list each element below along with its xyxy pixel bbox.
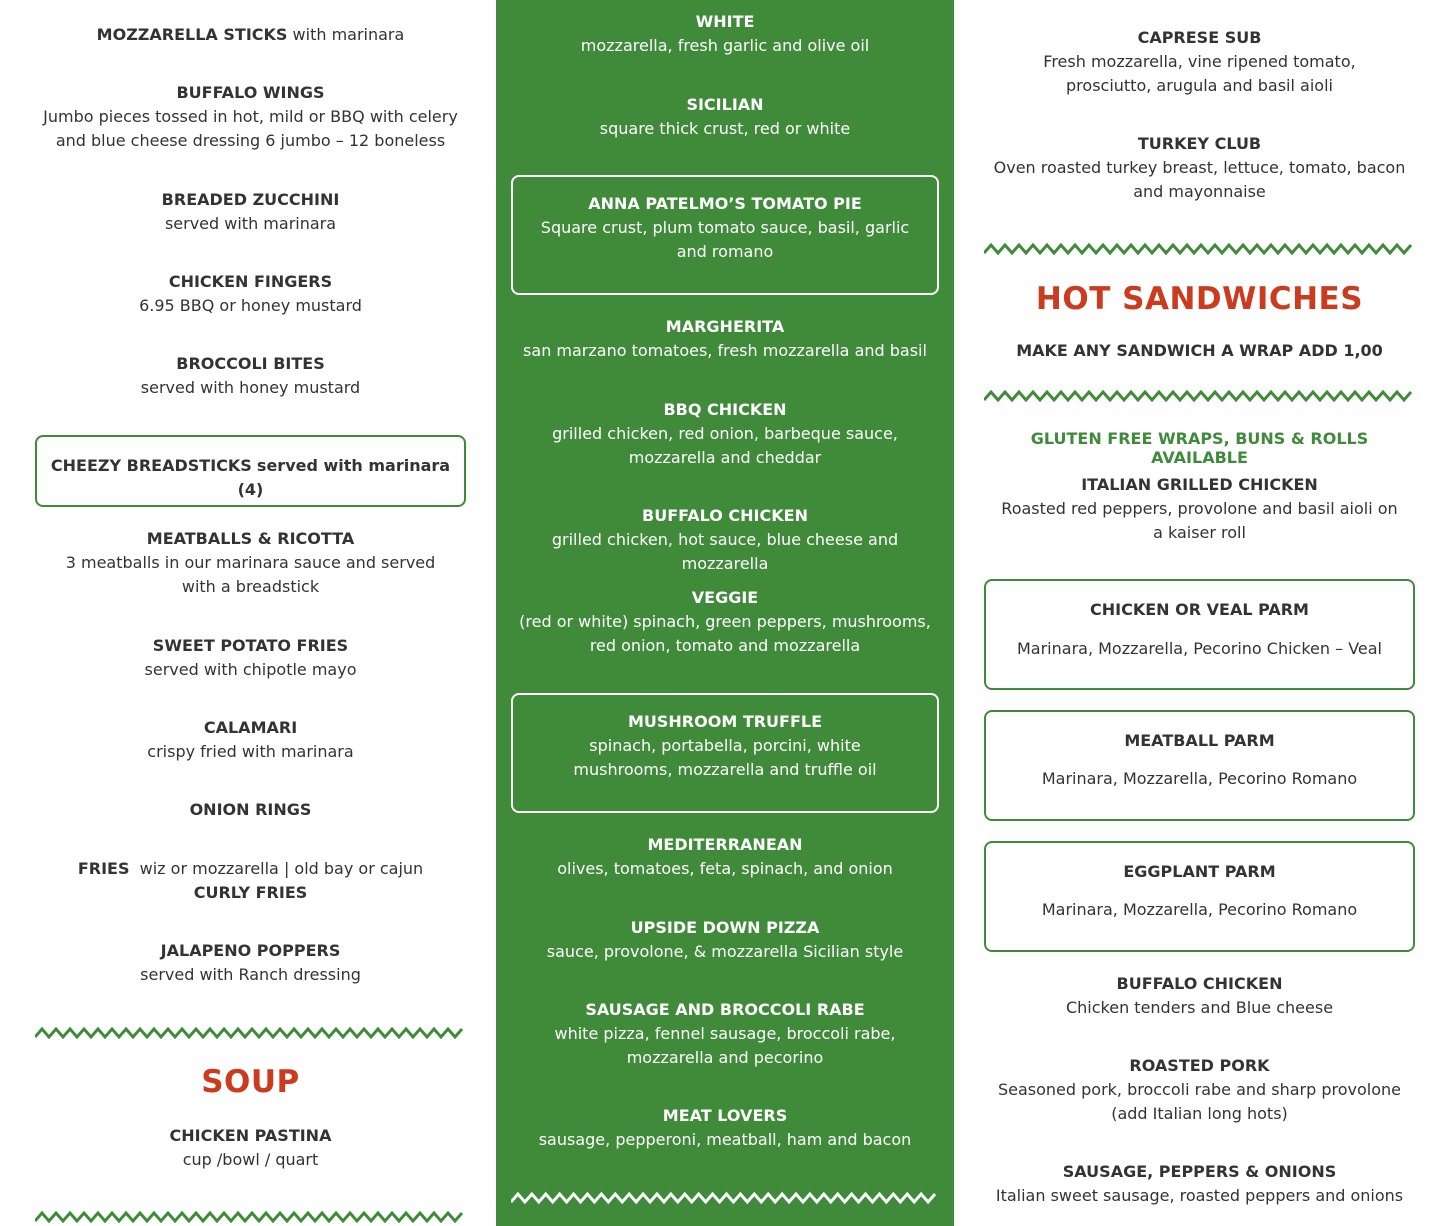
item-desc: sausage, pepperoni, meatball, ham and bacon xyxy=(538,1130,912,1149)
menu-item-cheezy-breadsticks xyxy=(35,435,466,507)
pizza-meat-lovers xyxy=(511,1104,939,1152)
menu-item-broccoli-bites xyxy=(35,352,466,400)
item-name: SWEET POTATO FRIES xyxy=(152,636,349,655)
item-name: CHEEZY BREADSTICKS xyxy=(50,456,252,475)
sandwiches-column xyxy=(984,0,1415,1226)
sandwich-buffalo-chicken xyxy=(984,972,1415,1020)
sandwich-sausage-peppers-onions xyxy=(984,1160,1415,1208)
item-name: WHITE xyxy=(695,12,755,31)
zigzag-divider xyxy=(984,389,1415,403)
menu-item-breaded-zucchini xyxy=(35,188,466,236)
pizza-mushroom-truffle xyxy=(511,693,939,813)
item-desc: Marinara, Mozzarella, Pecorino Romano xyxy=(1041,769,1358,788)
pizza-upside-down xyxy=(511,916,939,964)
item-desc: served with Ranch dressing xyxy=(140,965,361,984)
item-name: TURKEY CLUB xyxy=(1137,134,1262,153)
menu-item-jalapeno-poppers xyxy=(35,939,466,987)
item-desc: served with honey mustard xyxy=(140,378,361,397)
item-name: CHICKEN OR VEAL PARM xyxy=(1090,600,1309,619)
item-desc: grilled chicken, red onion, barbeque sauce, mozzarella and cheddar xyxy=(552,424,898,467)
pizza-mediterranean xyxy=(511,833,939,881)
item-name: BREADED ZUCCHINI xyxy=(161,190,340,209)
pizza-column xyxy=(496,0,954,1226)
menu-item-mozzarella-sticks xyxy=(35,23,466,47)
item-name: ANNA PATELMO’S TOMATO PIE xyxy=(588,194,862,213)
zigzag-divider xyxy=(984,242,1415,256)
zigzag-divider xyxy=(511,1191,939,1205)
menu-item-chicken-pastina xyxy=(35,1124,466,1172)
item-desc: cup /bowl / quart xyxy=(182,1150,319,1169)
item-desc: with marinara xyxy=(292,25,405,44)
sandwich-chicken-veal-parm xyxy=(984,579,1415,690)
pizza-tomato-pie xyxy=(511,175,939,295)
item-name: FRIES xyxy=(77,859,130,878)
zigzag-divider xyxy=(35,1210,466,1224)
item-desc: olives, tomatoes, feta, spinach, and onion xyxy=(557,859,893,878)
item-desc: 6.95 BBQ or honey mustard xyxy=(139,296,362,315)
item-desc: served with marinara xyxy=(164,214,337,233)
item-desc: Marinara, Mozzarella, Pecorino Chicken – Veal xyxy=(1016,639,1382,658)
item-desc: wiz or mozzarella | old bay or cajun xyxy=(139,859,424,878)
item-name: BUFFALO CHICKEN xyxy=(1116,974,1283,993)
sandwich-meatball-parm xyxy=(984,710,1415,821)
item-desc: Oven roasted turkey breast, lettuce, tomato, bacon and mayonnaise xyxy=(993,158,1406,201)
item-name: CHICKEN FINGERS xyxy=(168,272,333,291)
menu-item-buffalo-wings xyxy=(35,81,466,153)
item-desc: Seasoned pork, broccoli rabe and sharp provolone (add Italian long hots) xyxy=(997,1080,1402,1123)
item-name: EGGPLANT PARM xyxy=(1123,862,1276,881)
item-desc: served with marinara (4) xyxy=(237,456,451,499)
item-name: UPSIDE DOWN PIZZA xyxy=(630,918,820,937)
item-name: CAPRESE SUB xyxy=(1137,28,1262,47)
wrap-note: MAKE ANY SANDWICH A WRAP ADD 1,00 xyxy=(1016,341,1383,360)
item-desc: 3 meatballs in our marinara sauce and served with a breadstick xyxy=(65,553,436,596)
pizza-bbq-chicken xyxy=(511,398,939,470)
item-name-curly-fries: CURLY FRIES xyxy=(193,883,308,902)
pizza-buffalo-chicken xyxy=(511,504,939,576)
item-desc: Chicken tenders and Blue cheese xyxy=(1065,998,1334,1017)
item-name: VEGGIE xyxy=(691,588,759,607)
item-name: BUFFALO CHICKEN xyxy=(642,506,808,525)
item-name: MEATBALL PARM xyxy=(1124,731,1275,750)
item-name: BUFFALO WINGS xyxy=(176,83,325,102)
section-heading-hot-sandwiches: HOT SANDWICHES xyxy=(1035,281,1364,317)
item-desc: sauce, provolone, & mozzarella Sicilian style xyxy=(546,942,904,961)
menu-item-sweet-potato-fries xyxy=(35,634,466,682)
item-desc: Roasted red peppers, provolone and basil aioli on a kaiser roll xyxy=(1001,499,1398,542)
item-desc: Italian sweet sausage, roasted peppers and onions xyxy=(995,1186,1404,1205)
item-name: BBQ CHICKEN xyxy=(663,400,787,419)
item-desc: Fresh mozzarella, vine ripened tomato, prosciutto, arugula and basil aioli xyxy=(1043,52,1356,95)
pizza-sausage-broccoli-rabe xyxy=(511,998,939,1070)
item-name: JALAPENO POPPERS xyxy=(160,941,341,960)
item-desc: spinach, portabella, porcini, white mushrooms, mozzarella and truffle oil xyxy=(573,736,877,779)
item-name: MEDITERRANEAN xyxy=(647,835,803,854)
item-name: CHICKEN PASTINA xyxy=(169,1126,332,1145)
item-name: ONION RINGS xyxy=(189,800,312,819)
menu-item-onion-rings xyxy=(35,798,466,822)
gluten-free-note: GLUTEN FREE WRAPS, BUNS & ROLLS AVAILABLE xyxy=(1030,429,1369,467)
item-desc: Marinara, Mozzarella, Pecorino Romano xyxy=(1041,900,1358,919)
menu-item-fries xyxy=(35,857,466,905)
appetizers-column xyxy=(35,0,466,1226)
item-desc: Square crust, plum tomato sauce, basil, garlic and romano xyxy=(540,218,910,261)
sandwich-turkey-club xyxy=(984,132,1415,204)
pizza-sicilian xyxy=(511,93,939,141)
menu-item-meatballs-ricotta xyxy=(35,527,466,599)
item-name: MEATBALLS & RICOTTA xyxy=(146,529,355,548)
item-name: CALAMARI xyxy=(203,718,298,737)
item-desc: crispy fried with marinara xyxy=(147,742,354,761)
item-name: SAUSAGE AND BROCCOLI RABE xyxy=(585,1000,865,1019)
item-name: MOZZARELLA STICKS xyxy=(96,25,288,44)
item-name: SAUSAGE, PEPPERS & ONIONS xyxy=(1062,1162,1337,1181)
pizza-white xyxy=(511,10,939,58)
item-name: MEAT LOVERS xyxy=(662,1106,788,1125)
menu-item-chicken-fingers xyxy=(35,270,466,318)
item-desc: white pizza, fennel sausage, broccoli rabe, mozzarella and pecorino xyxy=(554,1024,896,1067)
item-desc: square thick crust, red or white xyxy=(599,119,851,138)
zigzag-divider xyxy=(35,1026,466,1040)
item-name: BROCCOLI BITES xyxy=(176,354,325,373)
sandwich-roasted-pork xyxy=(984,1054,1415,1126)
item-name: MARGHERITA xyxy=(665,317,785,336)
item-desc: served with chipotle mayo xyxy=(144,660,357,679)
sandwich-eggplant-parm xyxy=(984,841,1415,952)
item-name: ITALIAN GRILLED CHICKEN xyxy=(1081,475,1318,494)
item-desc: Jumbo pieces tossed in hot, mild or BBQ with celery and blue cheese dressing 6 jumbo – 12 boneless xyxy=(43,107,458,150)
sandwich-caprese-sub xyxy=(984,26,1415,98)
item-desc: grilled chicken, hot sauce, blue cheese and mozzarella xyxy=(551,530,899,573)
section-heading-soup: SOUP xyxy=(201,1064,300,1100)
item-name: SICILIAN xyxy=(686,95,764,114)
pizza-veggie xyxy=(511,586,939,658)
pizza-margherita xyxy=(511,315,939,363)
menu-item-calamari xyxy=(35,716,466,764)
sandwich-italian-grilled-chicken xyxy=(984,473,1415,545)
item-desc: mozzarella, fresh garlic and olive oil xyxy=(580,36,870,55)
item-desc: (red or white) spinach, green peppers, mushrooms, red onion, tomato and mozzarella xyxy=(519,612,931,655)
item-name: ROASTED PORK xyxy=(1129,1056,1270,1075)
item-name: MUSHROOM TRUFFLE xyxy=(627,712,823,731)
item-desc: san marzano tomatoes, fresh mozzarella and basil xyxy=(523,341,927,360)
